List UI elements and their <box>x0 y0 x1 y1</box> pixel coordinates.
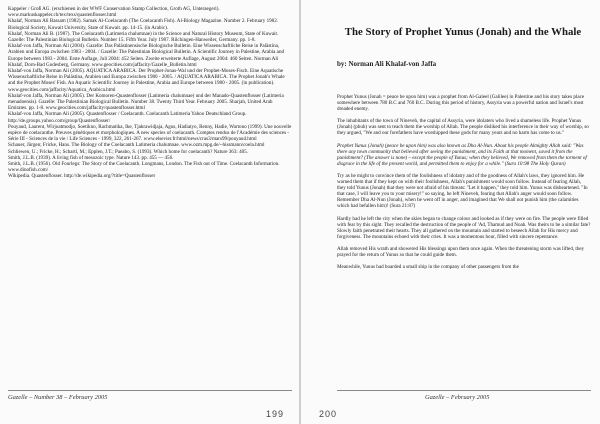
body-paragraph: Prophet Yunus (Jonah = peace be upon him) was a prophet from Al-Galeel (Galilee) in Palestine and his story takes place somewhere between 780 B.C and 760 B.C. During this period of history, Assyria was a powerful nation and Israel's most dreaded enemy. <box>337 94 585 113</box>
body-paragraph: Hardly had he left the city when the skies began to change colour and looked as if they were on fire. The people were filled with fear by this sight. They recalled the destruction of the people of 'Ad, Thamud and Noah. Was theirs to be a similar fate? Slowly faith penetrated their hearts. They all gathered on the mountain and started to beseech Allah for His mercy and forgiveness. The mountains echoed with their cries. It was a momentous hour, filled with sincere repentance. <box>337 215 591 240</box>
body-paragraph: Prophet Yunus (Jonah) (peace be upon him) was also known as Dha Al-Nun. About his people Almighty Allah said: "Was there any town community that believed after seeing the punishment, and its Faith at that moment, saved it from the punishment? (The answer is none) – except the people of Yunus; when they believed, We removed from them the torment of disgrace in the life of the present world, and permitted them to enjoy for a while." (Sura 10:98 The Holy Quran) <box>337 142 587 167</box>
body-paragraph: Meanwhile, Yunus had boarded a small ship in the company of other passengers from the <box>337 264 519 271</box>
reference-item: Kappeler / Groß AG. (erschienen in der WWF Conservation Stamp Collection, Groth AG, Unteraegeri). www.markuskappeler.ch/tex/texs/quastenflosser.html <box>8 6 220 19</box>
footer-rule <box>8 390 292 391</box>
reference-item: Schauer, Jürgen; Fricke, Hans. The Biology of the Coelacanth Latimeria chalumnae. www.ozm.mpg.de/~hissmann/coela.html <box>8 142 265 149</box>
reference-item: Schliewen, U.; Fricke, H.; Schartl, M.; Epplen, J.T.; Paeabo, S. (1993). Which home for coelacanth? Nature 363: 405. <box>8 148 249 155</box>
reference-item: Khalaf, Norman Ali B. (1987). The Coelacanth (Latimeria chalumnae) in the Science and Natural History Museum, State of Kuwait. Gazelle: The Palestinian Biological Bulletin. Number 15. Fifth Year. July 1987. Rilchingen-Hanweiler, Germany. pp. 1-8. <box>8 30 279 44</box>
footer-rule <box>337 390 591 391</box>
reference-item: Khalaf-von Jaffa, Norman Ali (2005). Quastenflosser / Coelacanth. Coelacanth Latimeria Yahoo Deutschland Group. http://de.groups.yahoo.com/group/Quastenflosser/ <box>8 111 247 124</box>
right-page-number: 200 <box>319 409 338 419</box>
left-page <box>0 0 299 424</box>
reference-item: Khalaf-von Jaffa, Norman Ali (2005). AQUATICA ARABICA. Der Prophet-Jonas-Wal und der Prophet-Moses-Fisch. Eine Aquatische Wissenschaftliche Reise in Palästina, Arabien und Europa zwischen 1980 - 2005. / AQUATICA ARABICA. The Prophet Jonah's Whale and the Prophet Moses' Fish. An Aquatic Scientific Journey in Palestine, Arabia and Europe between 1980 - 2005. (in publication). www.geocities.com/jaffacity/Aquatica_Arabica.html <box>8 68 285 93</box>
reference-item: Khalaf, Norman Ali Bassam (1982). Samak Al-Coelacanth (The Coelacanth Fish). Al-Biology Magazine. Number 2. February 1982. Biological Society, Kuwait University, State of Kuwait. pp. 14-15. (in Arabic). <box>8 18 279 31</box>
right-page <box>301 0 600 424</box>
reference-item: Wikipedia. Quastenflosser. http://de.wikipedia.org/?title=Quastenflosser <box>8 173 156 180</box>
reference-list <box>8 6 292 180</box>
right-footer: Gazelle – February 2005 <box>425 394 490 401</box>
body-paragraph: Allah removed His wrath and showered His blessings upon them once again. When the threatening storm was lifted, they prayed for the return of Yunus so that he could guide them. <box>337 245 585 258</box>
reference-item: Pouyaud, Laurent, Wirjoatmodjo, Soetikno, Rachmatika, Ike, Tjakrawidjaja, Agus, Hadiatyo, Renny, Hadie, Wartono (1999). Une nouvelle espèce de coelacanthe. Preuves génétiques et morphologiques. A new species of coelacanth. Comptes rendus de l'Académie des sciences - Série III - Sciences de la vie / Life Sciences - 1999, 322, 261-267. www.elsevier.fr/html/news/cras3/mars99/pouyaud.html <box>8 123 292 143</box>
left-page-number: 199 <box>266 409 285 419</box>
reference-item: Smith, J.L.B. (1939). A living fish of mesozoic type. Nature 143. pp. 455 — 456. <box>8 154 174 161</box>
reference-item: Smith, J.L.B. (1956). Old Fourlegs: The Story of the Coelacanth. Longmans, London. The Fish out of Time. Coelacanth Information. www.dinofish.com/ <box>8 161 280 174</box>
article-body <box>337 94 591 276</box>
reference-item: Khalaf-von Jaffa, Norman Ali (2005). Der Komoren-Quastenflosser (Latimeria chalumnae) und der Manado-Quastenflosser (Latimeria menadoensis). Gazelle: The Palestinian Biological Bulletin. Number 38. Twenty Third Year. February 2005. Sharjah, United Arab Emirates. pp. 1-8. www.geocities.com/jaffacity/quastenflosser.html <box>8 92 284 112</box>
article-title: The Story of Prophet Yunus (Jonah) and the Whale <box>344 26 582 38</box>
reference-item: Khalaf-von Jaffa, Norman Ali (2004). Gazelle: Das Palästinensische Biologische Bulletin. Eine Wissenschaftliche Reise in Palästina, Arabien und Europa zwischen 1983 - 2004. / Gazelle: The Palestinian Biological Bulletin. A Scientific Journey in Palestine, Arabia and Europe between 1983 - 2004. Erste Auflage, Juli 2004: 452 Seiten. Zweite erweiterte Auflage, August 2004: 460 Seiten. Norman Ali Khalaf, Dorn-Bad Godesberg, Germany. www.geocities.com/jaffacity/Gazelle_Bulletin.html <box>8 43 285 68</box>
article-byline: by: Norman Ali Khalaf-von Jaffa <box>337 60 437 68</box>
body-paragraph: The inhabitants of the town of Nineveh, the capital of Assyria, were idolaters who lived a shameless life. Prophet Yunus (Jonah) (pbuh) was sent to teach them the worship of Allah. The people disliked his interference in their way of worship, so they argued, "We and our forefathers have worshipped these gods for many years and no harm has come to us." <box>337 118 589 137</box>
left-footer: Gazelle – Number 38 – February 2005 <box>8 394 108 401</box>
body-paragraph: Try as he might to convince them of the foolishness of idolatry and of the goodness of Allah's laws, they ignored him. He warned them that if they kept on with their foolishness, Allah's punishment would soon follow. Instead of fearing Allah, they told Yunus (Jonah) that they were not afraid of his threats: "Let it happen," they told him. Yunus was disheartened. "In that case, I will leave you to your misery!" so saying, he left Nineveh, fearing that Allah's anger would soon follow. Remember Dha Al-Nun (Jonah), when he went off in anger, and imagined that We shall not punish him (the calamities which had befallen him)! (Sura 21:87) <box>337 172 588 210</box>
